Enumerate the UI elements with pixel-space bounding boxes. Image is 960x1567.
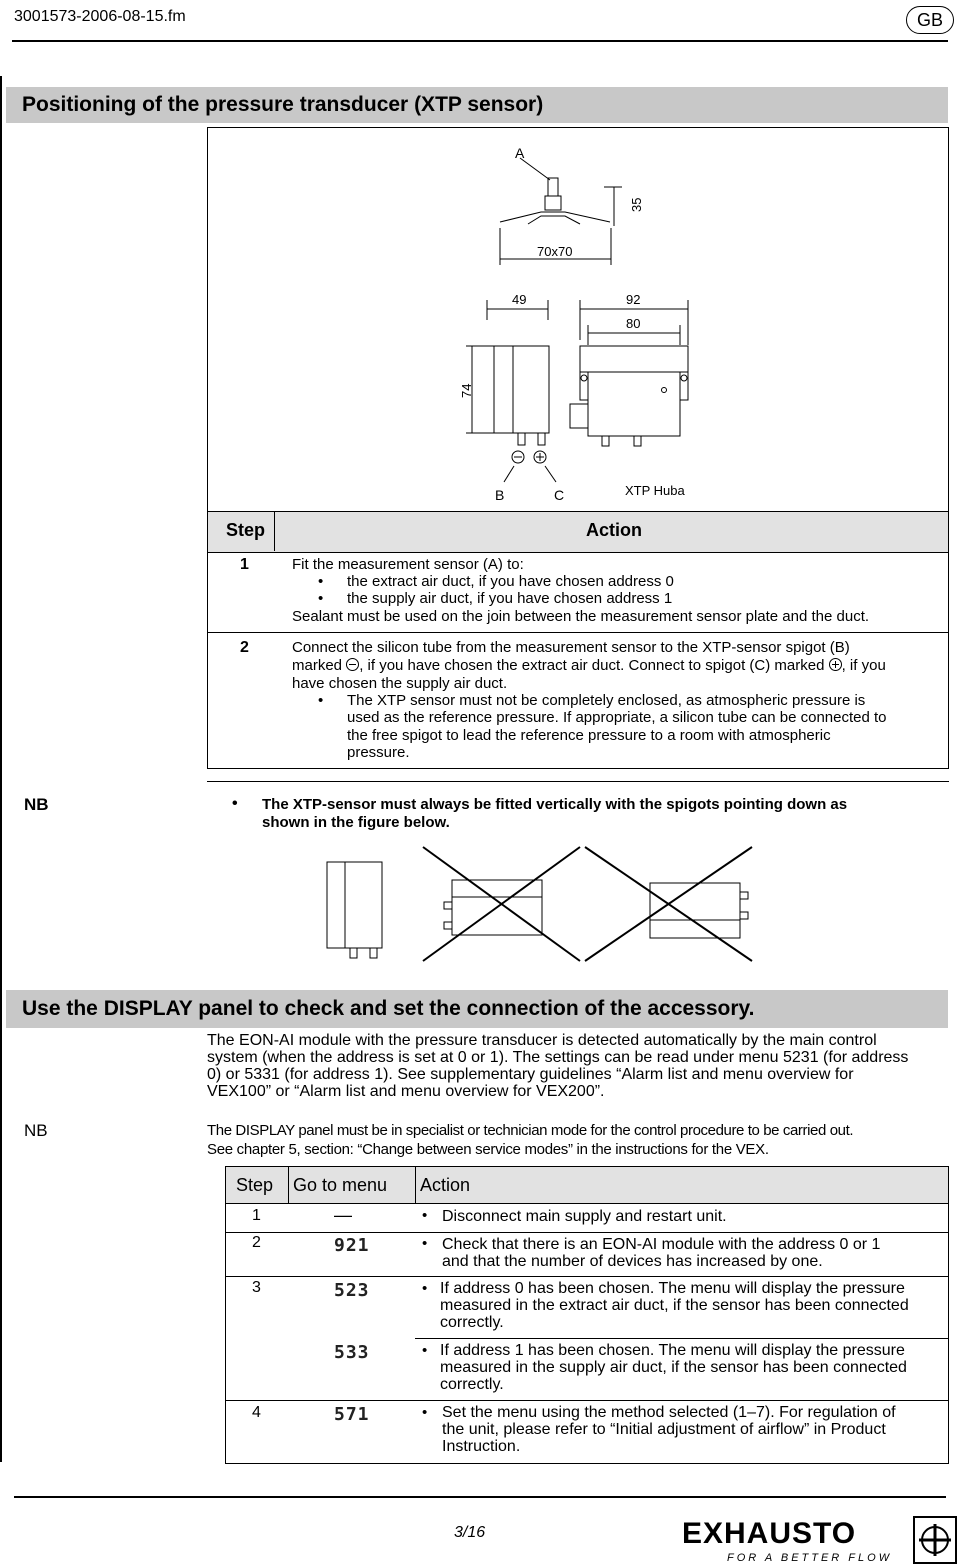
para-l2: system (when the address is set at 0 or 1). The settings can be read under menu 5231 (for address [207,1049,909,1066]
row2-bullet-l2: used as the reference pressure. If appropriate, a silicon tube can be connected to [347,709,887,726]
brand-logo: EXHAUSTO [682,1517,857,1550]
row1-bullet2: the supply air duct, if you have chosen address 1 [347,590,673,607]
t2-row3-l1: If address 0 has been chosen. The menu will display the pressure [440,1280,905,1297]
section2-title: Use the DISPLAY panel to check and set the connection of the accessory. [6,990,948,1028]
para-l1: The EON-AI module with the pressure transducer is detected automatically by the main control [207,1032,877,1049]
t2-row2-step: 2 [252,1234,261,1251]
row-divider [226,1232,948,1233]
row-divider [226,1400,948,1401]
t2-row2-l2: and that the number of devices has increased by one. [442,1253,823,1270]
plus-circle-icon [829,658,842,671]
row2-step: 2 [240,639,249,656]
col-action: Action [420,1175,471,1195]
t2-row4-step: 4 [252,1404,261,1421]
t2-row3b-l2: measured in the supply air duct, if the sensor has been connected [440,1359,907,1376]
t2-row2-l1: Check that there is an EON-AI module with the address 0 or 1 [442,1236,881,1253]
nb-label: NB [24,795,49,814]
nb-text-l1: The XTP-sensor must always be fitted vertically with the spigots pointing down as [262,796,848,813]
header-rule [12,40,948,42]
t2-row4-l3: Instruction. [442,1438,521,1455]
language-badge: GB [906,6,954,34]
left-margin-rule [0,76,2,1462]
model-label: XTP Huba [625,483,685,498]
t2-row4-menu: 571 [334,1404,370,1425]
dim-35: 35 [629,197,644,212]
nb2-l2: See chapter 5, section: “Change between service modes” in the instructions for the VEX. [207,1141,769,1158]
nb-text-l2: shown in the figure below. [262,814,450,831]
dim-70x70: 70x70 [537,244,573,259]
col-step: Step [236,1175,274,1195]
bullet: • [422,1207,428,1224]
t2-row3-l2: measured in the extract air duct, if the sensor has been connected [440,1297,909,1314]
t2-row1-l1: Disconnect main supply and restart unit. [442,1208,727,1225]
minus-circle-icon [346,658,359,671]
sub-row-divider [415,1338,948,1339]
step-table-header [208,511,948,553]
t2-row3-step: 3 [252,1279,261,1296]
row2-bullet-l1: The XTP sensor must not be completely enclosed, as atmospheric pressure is [347,692,866,709]
row1-intro: Fit the measurement sensor (A) to: [292,556,524,573]
dim-49: 49 [512,292,527,307]
dim-92: 92 [626,292,641,307]
row1-bullet1: the extract air duct, if you have chosen address 0 [347,573,674,590]
para-l4: VEX100” or “Alarm list and menu overview for VEX200”. [207,1083,605,1100]
t2-row4-l1: Set the menu using the method selected (1–7). For regulation of [442,1404,896,1421]
t2-row2-menu: 921 [334,1235,370,1256]
para-l3: 0) or 5331 (for address 1). See supplementary guidelines “Alarm list and menu overview for [207,1066,854,1083]
t2-row3b-l3: correctly. [440,1376,504,1393]
bullet: • [318,692,324,709]
row2-line2: marked , if you have chosen the extract air duct. Connect to spigot (C) marked , if you [292,657,886,674]
bullet: • [232,795,238,812]
nb2-l1: The DISPLAY panel must be in specialist or technician mode for the control procedure to be carried out. [207,1122,854,1139]
row-divider [226,1276,948,1277]
brand-mark-icon [913,1516,957,1564]
xtp-sensor-drawing [440,138,720,508]
row-divider [208,632,948,633]
label-a: A [515,145,525,161]
row1-step: 1 [240,556,249,573]
row2-line3: have chosen the supply air duct. [292,675,508,692]
col-action: Action [586,520,642,540]
t2-row3-menu: 523 [334,1280,370,1301]
dim-80: 80 [626,316,641,331]
col-divider [415,1167,416,1203]
row2-bullet-l3: the free spigot to lead the reference pressure to a room with atmospheric [347,727,831,744]
t2-row3b-l1: If address 1 has been chosen. The menu will display the pressure [440,1342,905,1359]
row2-bullet-l4: pressure. [347,744,410,761]
nb2-label: NB [24,1121,48,1140]
header-divider [274,511,275,551]
orientation-figures [320,840,760,965]
page-number: 3/16 [454,1524,486,1541]
bullet: • [422,1342,428,1359]
t2-row4-l2: the unit, please refer to “Initial adjustment of airflow” in Product [442,1421,886,1438]
t2-row3b-menu: 533 [334,1342,370,1363]
t2-row1-menu: — [334,1205,352,1225]
label-b: B [495,487,505,503]
bullet: • [318,590,324,607]
bullet: • [318,573,324,590]
bullet: • [422,1280,428,1297]
brand-tagline: FOR A BETTER FLOW [727,1552,893,1564]
col-menu: Go to menu [293,1175,388,1195]
footer-rule [14,1496,946,1498]
bullet: • [422,1404,428,1421]
row2-line1: Connect the silicon tube from the measurement sensor to the XTP-sensor spigot (B) [292,639,850,656]
row1-outro: Sealant must be used on the join between the measurement sensor plate and the duct. [292,608,870,625]
bullet: • [422,1235,428,1252]
t2-row3-l3: correctly. [440,1314,504,1331]
t2-row1-step: 1 [252,1207,261,1224]
section-title: Positioning of the pressure transducer (XTP sensor) [6,87,948,123]
label-c: C [554,487,565,503]
col-divider [288,1167,289,1203]
nb-rule [207,781,949,782]
col-step: Step [226,520,266,540]
file-name: 3001573-2006-08-15.fm [14,8,186,25]
dim-74: 74 [459,383,474,398]
